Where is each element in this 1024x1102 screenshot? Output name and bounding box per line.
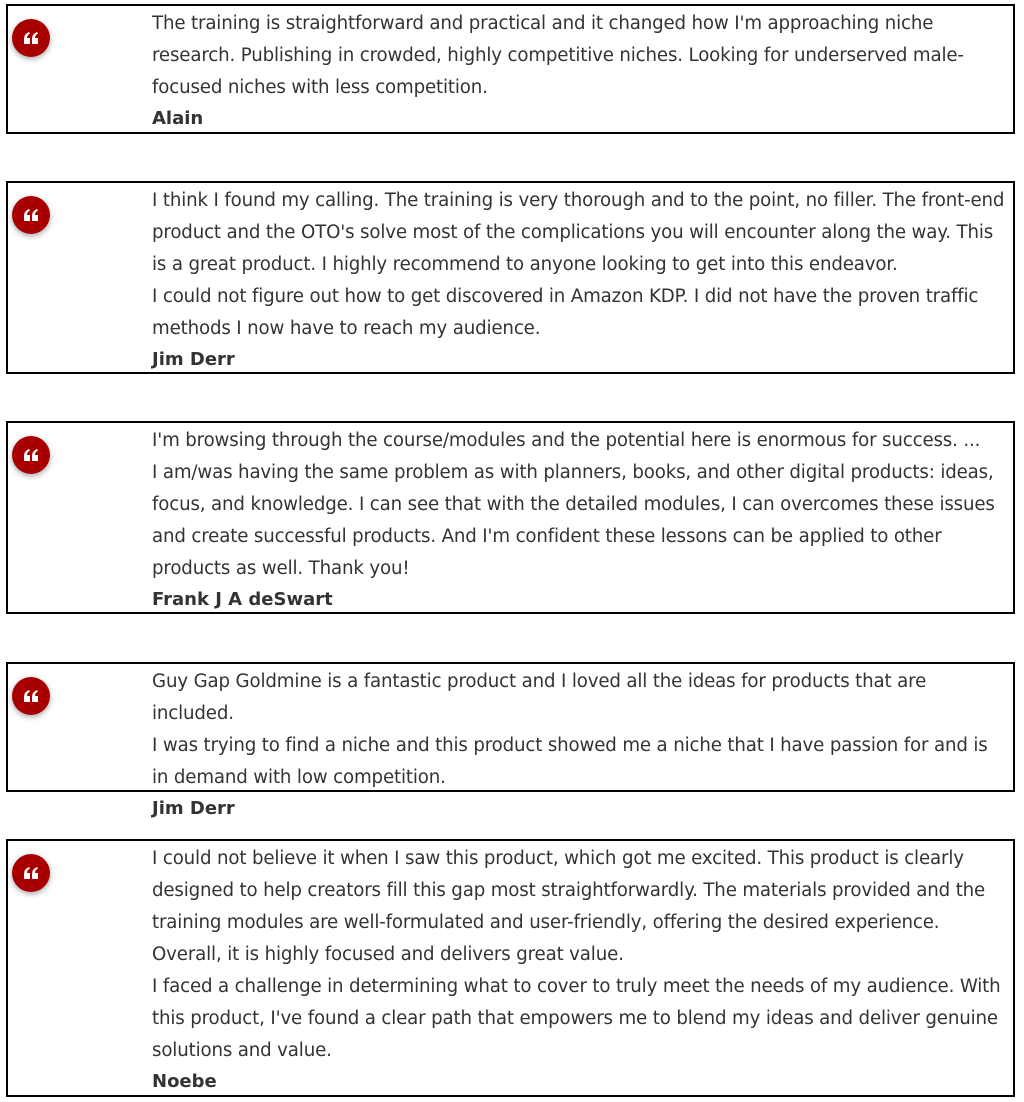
testimonial-text: I could not believe it when I saw this product, which got me excited. This product is clearly designed to help creators fill this gap most straightforwardly. The materials provided and the training modules are well-formulated and user-friendly, offering the desired experience. Overall, it is highly focused and delivers great value. bbox=[152, 848, 986, 965]
testimonial-author: Frank J A deSwart bbox=[152, 589, 333, 610]
testimonial-card bbox=[6, 181, 1015, 374]
testimonial-content bbox=[152, 185, 1007, 373]
quote-badge bbox=[12, 19, 50, 57]
testimonial-text: I am/was having the same problem as with planners, books, and other digital products: ideas, focus, and knowledge. I can see that with the detailed modules, I can overcomes these issues and create successful products. And I'm confident these lessons can be applied to other products as well. Thank you! bbox=[152, 462, 995, 579]
testimonial-text: I'm browsing through the course/modules and the potential here is enormous for success. ... bbox=[152, 430, 981, 451]
quote-icon bbox=[23, 867, 39, 879]
quote-icon bbox=[23, 449, 39, 461]
testimonial-author: Noebe bbox=[152, 1071, 217, 1092]
testimonial-content bbox=[152, 8, 1007, 132]
testimonial-text: I think I found my calling. The training is very thorough and to the point, no filler. The front-end product and the OTO's solve most of the complications you will encounter along the way. This is a great product. I highly recommend to anyone looking to get into this endeavor. bbox=[152, 190, 1005, 275]
testimonial-text: I faced a challenge in determining what to cover to truly meet the needs of my audience. With this product, I've found a clear path that empowers me to blend my ideas and deliver genuine solutions and value. bbox=[152, 976, 1001, 1061]
testimonial-content bbox=[152, 843, 1007, 1095]
testimonial-card bbox=[6, 662, 1015, 819]
testimonial-content bbox=[152, 666, 1007, 822]
testimonial-card bbox=[6, 4, 1015, 134]
quote-badge bbox=[12, 436, 50, 474]
testimonial-card bbox=[6, 421, 1015, 614]
testimonial-text: The training is straightforward and practical and it changed how I'm approaching niche research. Publishing in crowded, highly competitive niches. Looking for underserved male-focused niches with less competition. bbox=[152, 13, 964, 98]
testimonial-author: Jim Derr bbox=[152, 798, 235, 819]
testimonial-content bbox=[152, 425, 1007, 613]
quote-badge bbox=[12, 196, 50, 234]
testimonial-text: Guy Gap Goldmine is a fantastic product and I loved all the ideas for products that are included. bbox=[152, 671, 927, 724]
testimonial-author: Alain bbox=[152, 108, 204, 129]
quote-badge bbox=[12, 854, 50, 892]
quote-badge bbox=[12, 677, 50, 715]
testimonial-card bbox=[6, 839, 1015, 1097]
quote-icon bbox=[23, 690, 39, 702]
testimonial-text: I was trying to find a niche and this product showed me a niche that I have passion for and is in demand with low competition. bbox=[152, 735, 988, 788]
quote-icon bbox=[23, 209, 39, 221]
quote-icon bbox=[23, 32, 39, 44]
testimonial-text: I could not figure out how to get discovered in Amazon KDP. I did not have the proven traffic methods I now have to reach my audience. bbox=[152, 286, 979, 339]
testimonial-author: Jim Derr bbox=[152, 349, 235, 370]
